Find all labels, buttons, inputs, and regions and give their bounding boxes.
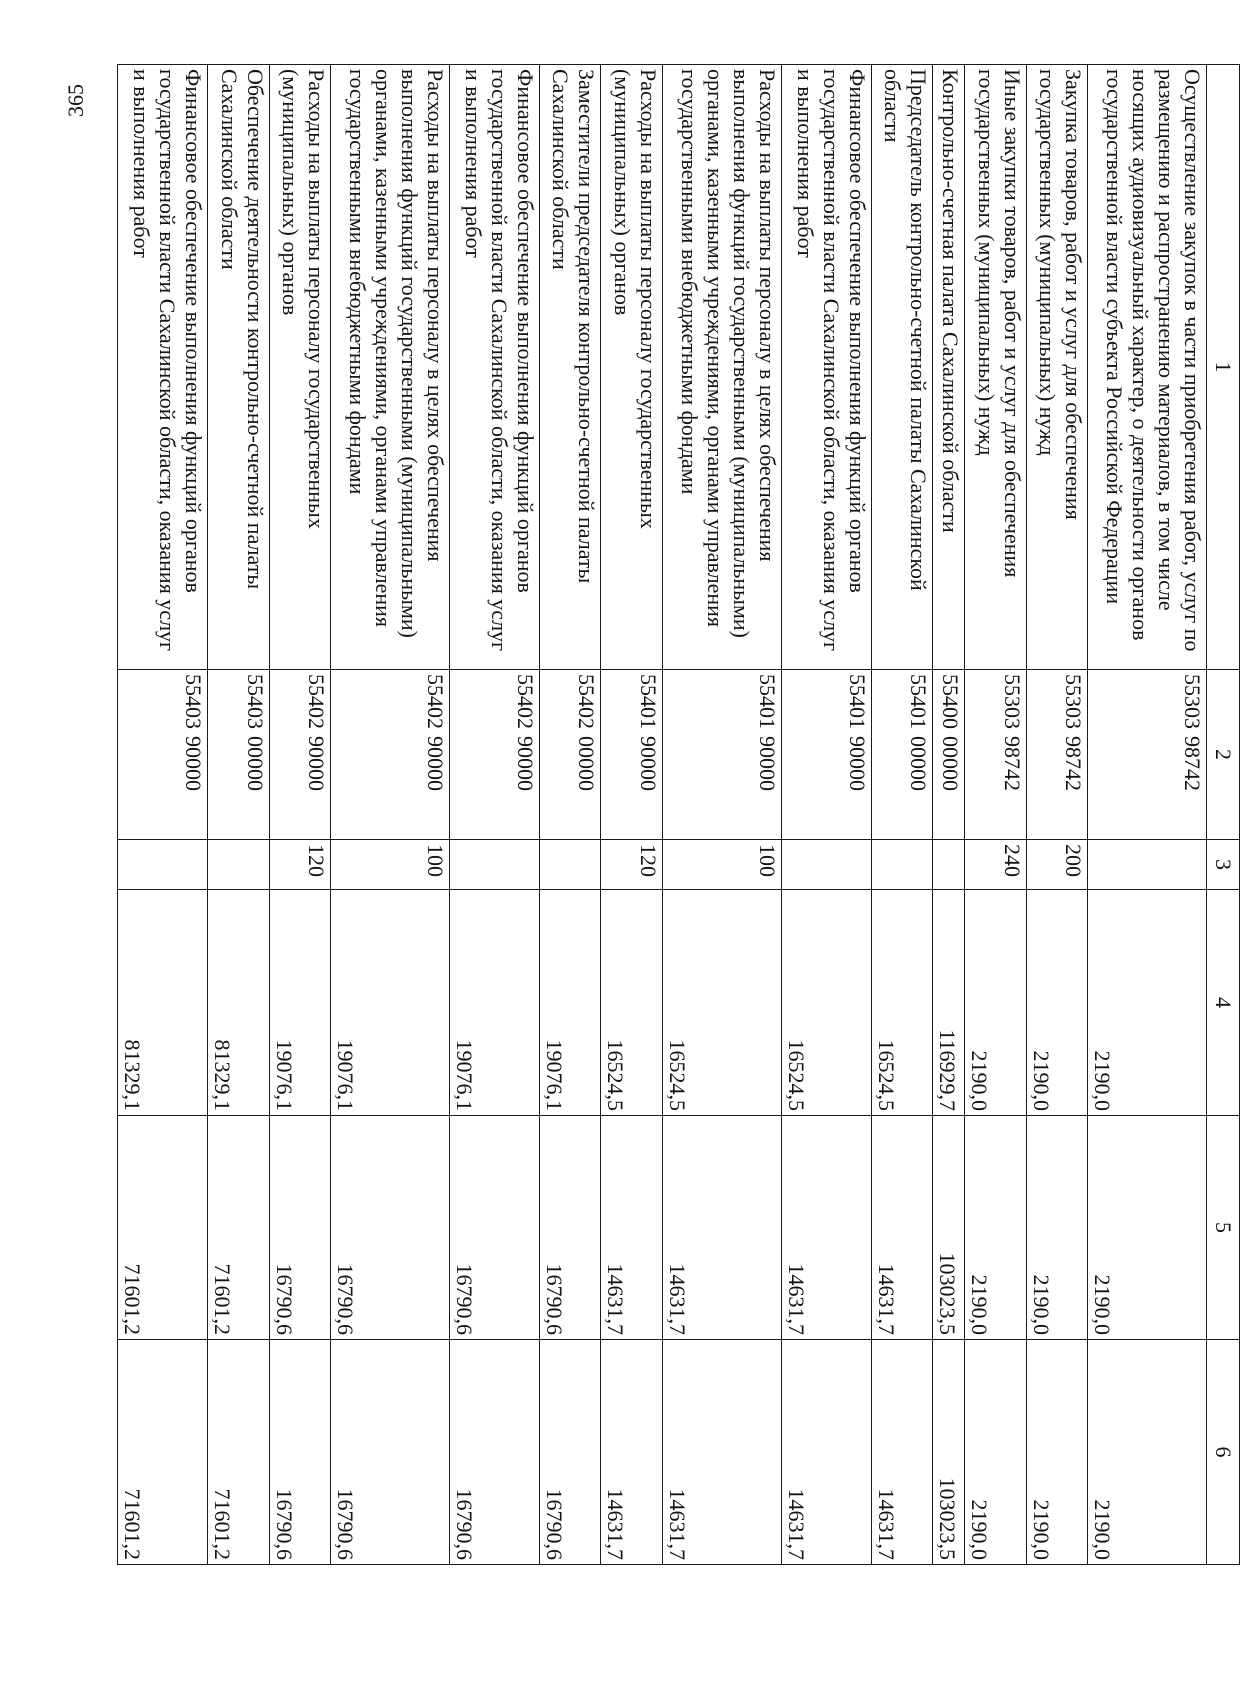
table-row (933, 65, 965, 1565)
cell-code (871, 670, 932, 840)
code-part-b: 90000 (303, 736, 329, 791)
column-header: 3 (1207, 840, 1240, 890)
table-row (540, 65, 601, 1565)
code-part-b: 90000 (181, 736, 207, 791)
cell-value-col4: 2190,0 (1026, 890, 1087, 1116)
table-row (449, 65, 539, 1565)
code-part-b: 00000 (938, 736, 964, 791)
cell-value-col4: 81329,1 (208, 890, 269, 1116)
cell-value-col6: 71601,2 (208, 1340, 269, 1565)
cell-value-col6: 2190,0 (1026, 1340, 1087, 1565)
cell-value-col5: 14631,7 (601, 1116, 662, 1340)
cell-value-col4: 19076,1 (540, 890, 601, 1116)
cell-code (1087, 670, 1206, 840)
code-part-b: 90000 (754, 736, 780, 791)
cell-value-col4: 19076,1 (449, 890, 539, 1116)
cell-expense-type: 100 (330, 840, 449, 890)
cell-value-col5: 14631,7 (781, 1116, 871, 1340)
cell-value-col4: 16524,5 (781, 890, 871, 1116)
table-row (965, 65, 1026, 1565)
cell-code (1026, 670, 1087, 840)
cell-name: Расходы на выплаты персоналу государственных (муниципальных) органов (269, 65, 330, 670)
cell-code (601, 670, 662, 840)
cell-value-col4: 16524,5 (601, 890, 662, 1116)
cell-code (118, 670, 208, 840)
cell-name: Заместители председателя контрольно-счетной палаты Сахалинской области (540, 65, 601, 670)
cell-name: Председатель контрольно-счетной палаты Сахалинской области (871, 65, 932, 670)
cell-value-col6: 16790,6 (330, 1340, 449, 1565)
cell-expense-type (118, 840, 208, 890)
cell-name: Финансовое обеспечение выполнения функций органов государственной власти Сахалинской области, оказания услуг и выполнения работ (781, 65, 871, 670)
cell-name: Финансовое обеспечение выполнения функций органов государственной власти Сахалинской области, оказания услуг и выполнения работ (449, 65, 539, 670)
cell-expense-type (540, 840, 601, 890)
cell-value-col5: 2190,0 (1026, 1116, 1087, 1340)
code-part-b: 98742 (1180, 736, 1205, 791)
cell-value-col5: 71601,2 (208, 1116, 269, 1340)
cell-code (965, 670, 1026, 840)
cell-name: Обеспечение деятельности контрольно-счетной палаты Сахалинской области (208, 65, 269, 670)
cell-value-col4: 2190,0 (965, 890, 1026, 1116)
code-part-b: 98742 (1060, 736, 1086, 791)
cell-value-col5: 16790,6 (330, 1116, 449, 1340)
cell-value-col6: 14631,7 (781, 1340, 871, 1565)
cell-name: Контрольно-счетная палата Сахалинской области (933, 65, 965, 670)
cell-code (208, 670, 269, 840)
code-part-a: 55402 (513, 674, 539, 729)
header-row (1207, 65, 1240, 1565)
cell-value-col4: 19076,1 (330, 890, 449, 1116)
cell-value-col4: 16524,5 (871, 890, 932, 1116)
column-header: 1 (1207, 65, 1240, 670)
cell-expense-type: 200 (1026, 840, 1087, 890)
cell-value-col5: 16790,6 (449, 1116, 539, 1340)
code-part-a: 55402 (574, 674, 600, 729)
cell-code (662, 670, 781, 840)
cell-value-col5: 14631,7 (871, 1116, 932, 1340)
table-row (118, 65, 208, 1565)
code-part-a: 55401 (844, 674, 870, 729)
cell-value-col4: 2190,0 (1087, 890, 1206, 1116)
column-header: 2 (1207, 670, 1240, 840)
cell-value-col6: 103023,5 (933, 1340, 965, 1565)
code-part-a: 55402 (422, 674, 448, 729)
code-part-b: 90000 (513, 736, 539, 791)
cell-expense-type: 240 (965, 840, 1026, 890)
cell-expense-type (781, 840, 871, 890)
code-part-a: 55402 (303, 674, 329, 729)
cell-expense-type: 120 (269, 840, 330, 890)
column-header: 5 (1207, 1116, 1240, 1340)
cell-value-col6: 14631,7 (601, 1340, 662, 1565)
code-part-b: 00000 (242, 736, 268, 791)
column-header: 6 (1207, 1340, 1240, 1565)
cell-value-col6: 16790,6 (269, 1340, 330, 1565)
table-row (1026, 65, 1087, 1565)
code-part-b: 00000 (906, 736, 932, 791)
cell-expense-type (933, 840, 965, 890)
code-part-b: 90000 (844, 736, 870, 791)
table-row (662, 65, 781, 1565)
cell-code (330, 670, 449, 840)
cell-name: Расходы на выплаты персоналу государственных (муниципальных) органов (601, 65, 662, 670)
code-part-b: 90000 (635, 736, 661, 791)
cell-value-col6: 14631,7 (871, 1340, 932, 1565)
cell-name: Расходы на выплаты персоналу в целях обеспечения выполнения функций государственными (муниципальными) органами, казенными учреждениями, органами управления государственными внебюджетными фондами (662, 65, 781, 670)
cell-value-col6: 2190,0 (1087, 1340, 1206, 1565)
cell-code (540, 670, 601, 840)
table-row (330, 65, 449, 1565)
table-body (118, 65, 1207, 1565)
code-part-a: 55403 (181, 674, 207, 729)
cell-expense-type: 100 (662, 840, 781, 890)
cell-code (933, 670, 965, 840)
cell-expense-type (208, 840, 269, 890)
cell-name: Финансовое обеспечение выполнения функций органов государственной власти Сахалинской области, оказания услуг и выполнения работ (118, 65, 208, 670)
cell-code (449, 670, 539, 840)
cell-name: Осуществление закупок в части приобретения работ, услуг по размещению и распространению материалов, в том числе носящих аудиовизуальный характер, о деятельности органов государственной власти субъекта Российской Федерации (1087, 65, 1206, 670)
cell-value-col6: 71601,2 (118, 1340, 208, 1565)
table-row (781, 65, 871, 1565)
cell-value-col6: 16790,6 (449, 1340, 539, 1565)
code-part-a: 55401 (906, 674, 932, 729)
cell-value-col6: 14631,7 (662, 1340, 781, 1565)
cell-value-col4: 116929,7 (933, 890, 965, 1116)
table-row (601, 65, 662, 1565)
cell-expense-type: 120 (601, 840, 662, 890)
cell-value-col5: 71601,2 (118, 1116, 208, 1340)
cell-value-col5: 16790,6 (540, 1116, 601, 1340)
cell-code (781, 670, 871, 840)
page-number: 365 (63, 84, 88, 117)
cell-value-col4: 16524,5 (662, 890, 781, 1116)
cell-expense-type (449, 840, 539, 890)
code-part-a: 55403 (242, 674, 268, 729)
code-part-a: 55401 (754, 674, 780, 729)
table-row (871, 65, 932, 1565)
cell-expense-type (1087, 840, 1206, 890)
code-part-a: 55303 (1180, 674, 1205, 729)
code-part-a: 55303 (1060, 674, 1086, 729)
budget-table (117, 64, 1240, 1565)
cell-value-col4: 81329,1 (118, 890, 208, 1116)
table-row (208, 65, 269, 1565)
cell-value-col4: 19076,1 (269, 890, 330, 1116)
cell-value-col5: 103023,5 (933, 1116, 965, 1340)
code-part-a: 55401 (635, 674, 661, 729)
cell-value-col5: 2190,0 (1087, 1116, 1206, 1340)
code-part-a: 55400 (938, 674, 964, 729)
cell-name: Иные закупки товаров, работ и услуг для обеспечения государственных (муниципальных) нужд (965, 65, 1026, 670)
cell-value-col6: 16790,6 (540, 1340, 601, 1565)
cell-value-col6: 2190,0 (965, 1340, 1026, 1565)
cell-value-col5: 2190,0 (965, 1116, 1026, 1340)
cell-code (269, 670, 330, 840)
table-row (269, 65, 330, 1565)
cell-name: Закупка товаров, работ и услуг для обеспечения государственных (муниципальных) нужд (1026, 65, 1087, 670)
column-header: 4 (1207, 890, 1240, 1116)
code-part-a: 55303 (999, 674, 1025, 729)
cell-expense-type (871, 840, 932, 890)
table-row (1087, 65, 1206, 1565)
cell-name: Расходы на выплаты персоналу в целях обеспечения выполнения функций государственными (муниципальными) органами, казенными учреждениями, органами управления государственными внебюджетными фондами (330, 65, 449, 670)
code-part-b: 90000 (422, 736, 448, 791)
cell-value-col5: 16790,6 (269, 1116, 330, 1340)
cell-value-col5: 14631,7 (662, 1116, 781, 1340)
code-part-b: 98742 (999, 736, 1025, 791)
code-part-b: 00000 (574, 736, 600, 791)
